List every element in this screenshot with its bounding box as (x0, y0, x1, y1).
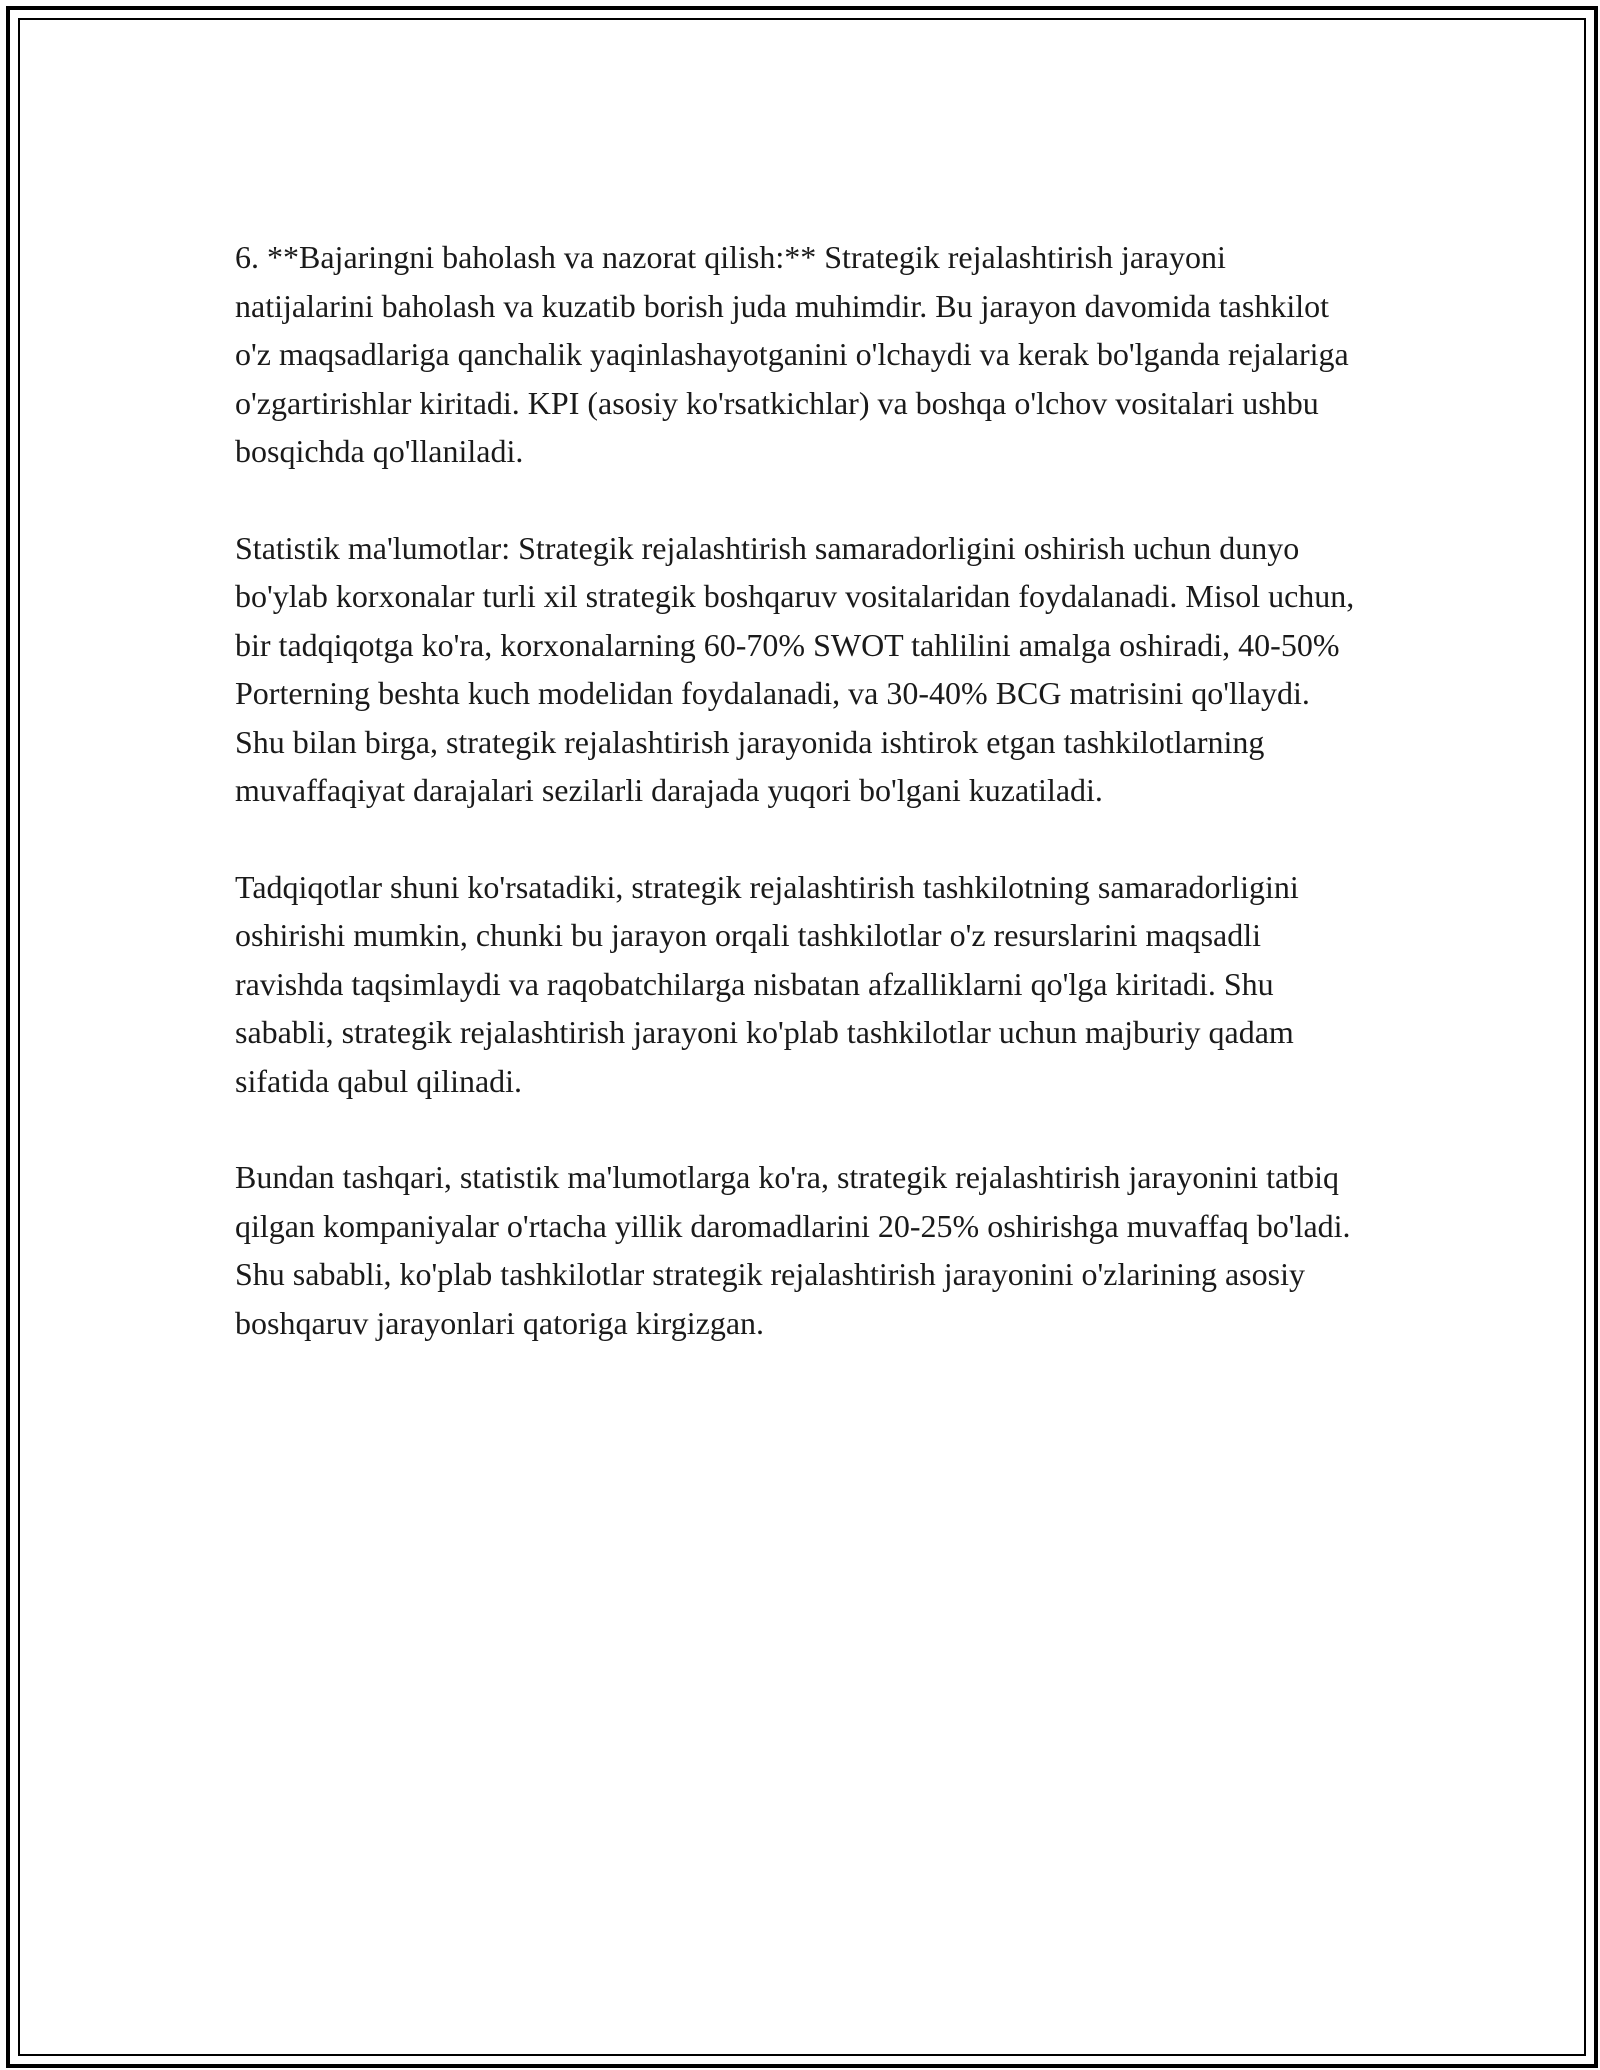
paragraph-research-findings: Tadqiqotlar shuni ko'rsatadiki, strategik rejalashtirish tashkilotning samaradorligini oshirishi mumkin, chunki bu jarayon orqali tashkilotlar o'z resurslarini maqsadli ravishda taqsimlaydi va raqobatchilarga nisbatan afzalliklarni qo'lga kiritadi. Shu sababli, strategik rejalashtirish jarayoni ko'plab tashkilotlar uchun majburiy qadam sifatida qabul qilinadi. (235, 868, 1299, 1099)
paragraph-revenue-growth: Bundan tashqari, statistik ma'lumotlarga ko'ra, strategik rejalashtirish jarayonini tatbiq qilgan kompaniyalar o'rtacha yillik daromadlarini 20-25% oshirishga muvaffaq bo'ladi. Shu sababli, ko'plab tashkilotlar strategik rejalashtirish jarayonini o'zlarining asosiy boshqaruv jarayonlari qatoriga kirgizgan. (235, 1159, 1351, 1341)
paragraph-statistics: Statistik ma'lumotlar: Strategik rejalashtirish samaradorligini oshirish uchun dunyo bo'ylab korxonalar turli xil strategik boshqaruv vositalaridan foydalanadi. Misol uchun, bir tadqiqotga ko'ra, korxonalarning 60-70% SWOT tahlilini amalga oshiradi, 40-50% Porterning beshta kuch modelidan foydalanadi, va 30-40% BCG matrisini qo'llaydi. Shu bilan birga, strategik rejalashtirish jarayonida ishtirok etgan tashkilotlarning muvaffaqiyat darajalari sezilarli darajada yuqori bo'lgani kuzatiladi. (235, 529, 1355, 808)
paragraph-evaluation-control: 6. **Bajaringni baholash va nazorat qilish:** Strategik rejalashtirish jarayoni natijalarini baholash va kuzatib borish juda muhimdir. Bu jarayon davomida tashkilot o'z maqsadlariga qanchalik yaqinlashayotganini o'lchaydi va kerak bo'lganda rejalariga o'zgartirishlar kiritadi. KPI (asosiy ko'rsatkichlar) va boshqa o'lchov vositalari ushbu bosqichda qo'llaniladi. (235, 239, 1349, 469)
document-body (235, 233, 1360, 1395)
